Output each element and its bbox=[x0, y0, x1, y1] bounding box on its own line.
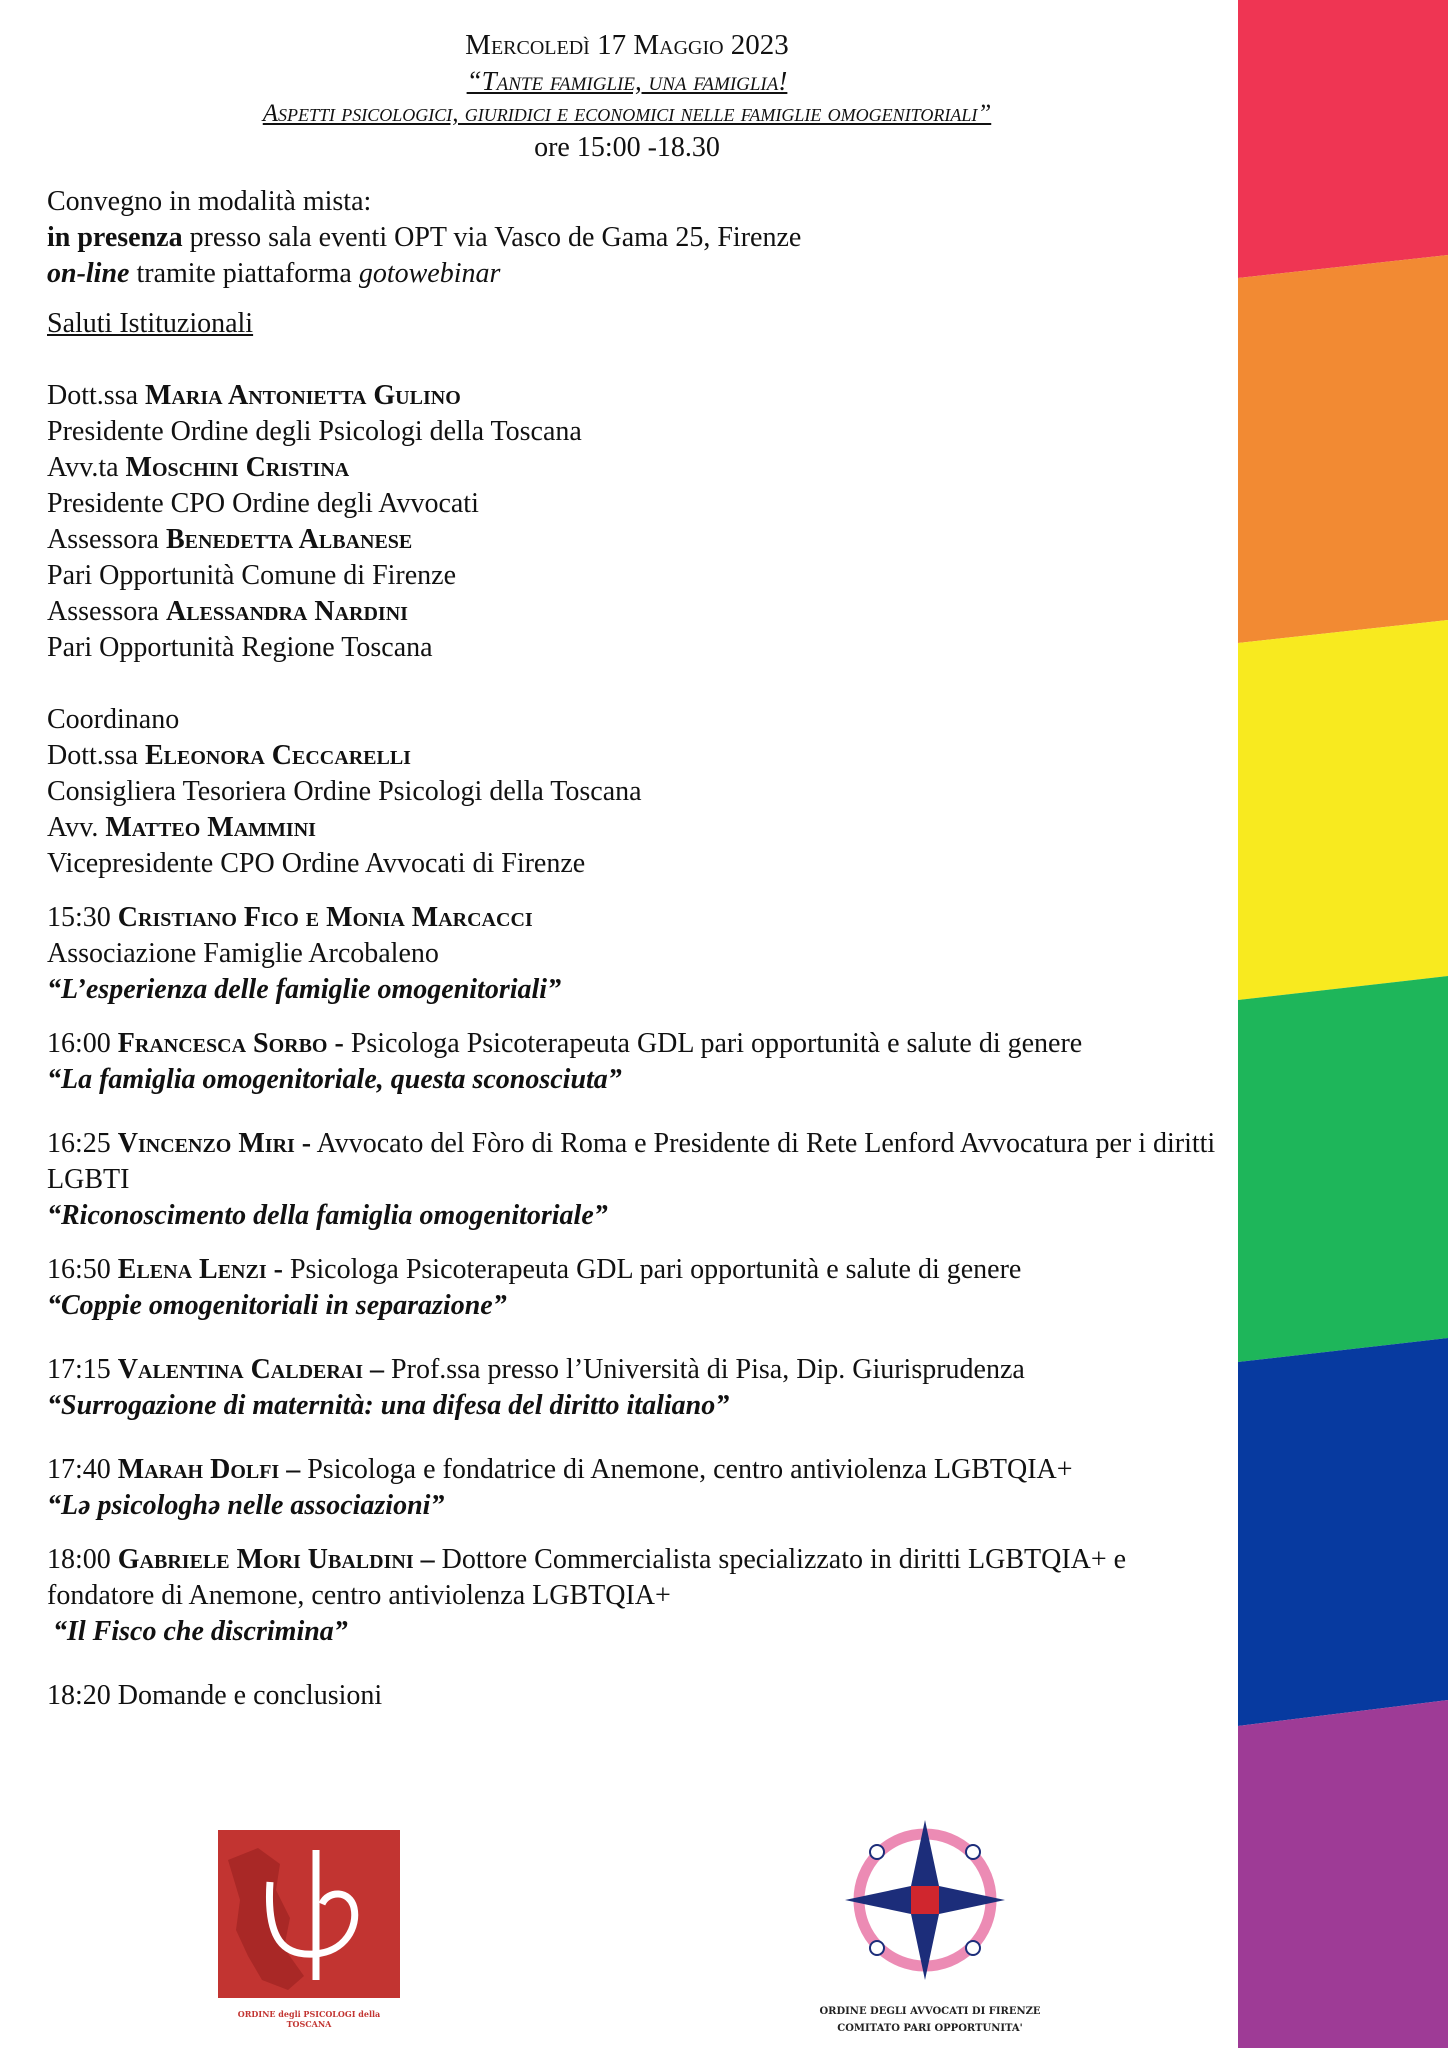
person-role: Presidente Ordine degli Psicologi della Toscana bbox=[47, 416, 582, 447]
person-name: Maria Antonietta Gulino bbox=[145, 380, 461, 411]
speaker-name: Cristiano Fico e Monia Marcacci bbox=[117, 902, 533, 933]
talk-time: 17:15 bbox=[47, 1354, 118, 1385]
program-item bbox=[47, 1352, 1227, 1424]
talk-time: 16:25 bbox=[47, 1128, 118, 1159]
speaker-name: Elena Lenzi - bbox=[117, 1254, 283, 1285]
coordinator-person: Dott.ssa Eleonora Ceccarelli bbox=[47, 740, 411, 771]
program-item bbox=[47, 1026, 1227, 1098]
talk-title: “Riconoscimento della famiglia omogenitoriale” bbox=[47, 1200, 608, 1231]
person-role: Presidente CPO Ordine degli Avvocati bbox=[47, 488, 479, 519]
talk-time: 17:40 bbox=[47, 1454, 118, 1485]
speaker-name: Vincenzo Miri - bbox=[117, 1128, 312, 1159]
rainbow-purple-band bbox=[1238, 1700, 1448, 2048]
speaker-role: Avvocato del Fòro di Roma e Presidente di Rete Lenford Avvocatura per i diritti LGBTI bbox=[47, 1128, 1216, 1195]
coordinators-list bbox=[47, 702, 1227, 882]
speaker-name: Francesca Sorbo - bbox=[117, 1028, 344, 1059]
talk-title: “Surrogazione di maternità: una difesa del diritto italiano” bbox=[47, 1390, 730, 1421]
talk-title: “Lə psicologhə nelle associazioni” bbox=[47, 1490, 445, 1521]
format-presence bbox=[47, 220, 1227, 256]
program-item bbox=[47, 1252, 1227, 1324]
person-role: Consigliera Tesoriera Ordine Psicologi della Toscana bbox=[47, 776, 642, 807]
online-platform: gotowebinar bbox=[358, 258, 501, 289]
format-online bbox=[47, 256, 1227, 292]
rainbow-orange-band bbox=[1238, 255, 1448, 643]
rainbow-blue-band bbox=[1238, 1338, 1448, 1726]
talk-title: “L’esperienza delle famiglie omogenitoriali” bbox=[47, 974, 562, 1005]
psi-icon bbox=[218, 1830, 400, 1998]
event-format bbox=[47, 184, 1227, 292]
coordinators-heading: Coordinano bbox=[47, 704, 180, 735]
speaker-role: Psicologa Psicoterapeuta GDL pari opportunità e salute di genere bbox=[282, 1254, 1022, 1285]
cpo-logo bbox=[800, 1815, 1060, 2040]
person-name: Matteo Mammini bbox=[105, 812, 316, 843]
person-role: Vicepresidente CPO Ordine Avvocati di Firenze bbox=[47, 848, 586, 879]
talk-title: “La famiglia omogenitoriale, questa sconosciuta” bbox=[47, 1064, 622, 1095]
event-date: Mercoledì 17 Maggio 2023 bbox=[465, 29, 789, 61]
person-role: Pari Opportunità Comune di Firenze bbox=[47, 560, 457, 591]
event-title: “Tante famiglie, una famiglia! bbox=[466, 66, 788, 96]
compass-star-icon bbox=[800, 1815, 1060, 1985]
talk-time: 16:50 bbox=[47, 1254, 118, 1285]
rainbow-yellow-band bbox=[1238, 620, 1448, 1000]
program-item bbox=[47, 1126, 1227, 1234]
speaker-role: Prof.ssa presso l’Università di Pisa, Dip. Giurisprudenza bbox=[384, 1354, 1025, 1385]
opt-logo bbox=[218, 1830, 400, 2029]
coordinator-person: Avv. Matteo Mammini bbox=[47, 812, 316, 843]
person-role: Pari Opportunità Regione Toscana bbox=[47, 632, 433, 663]
rainbow-stripes bbox=[1238, 0, 1448, 2048]
greeting-person: Assessora Benedetta Albanese bbox=[47, 524, 413, 555]
closing-line: 18:20 Domande e conclusioni bbox=[47, 1680, 383, 1711]
talk-time: 15:30 bbox=[47, 902, 118, 933]
event-header bbox=[47, 26, 1207, 166]
cpo-logo-caption-2: COMITATO PARI OPPORTUNITA' bbox=[837, 2023, 1023, 2034]
speaker-role: Psicologa Psicoterapeuta GDL pari opportunità e salute di genere bbox=[343, 1028, 1083, 1059]
speaker-role: Dottore Commercialista specializzato in diritti LGBTQIA+ e fondatore di Anemone, centro antiviolenza LGBTQIA+ bbox=[47, 1544, 1127, 1611]
person-name: Eleonora Ceccarelli bbox=[145, 740, 411, 771]
talk-title: “Coppie omogenitoriali in separazione” bbox=[47, 1290, 507, 1321]
person-name: Benedetta Albanese bbox=[166, 524, 413, 555]
cpo-logo-caption-1: ORDINE DEGLI AVVOCATI DI FIRENZE bbox=[819, 2006, 1041, 2017]
program-item bbox=[47, 1452, 1227, 1524]
speaker-name: Valentina Calderai – bbox=[117, 1354, 385, 1385]
document-body bbox=[47, 26, 1227, 1714]
greeting-person: Dott.ssa Maria Antonietta Gulino bbox=[47, 380, 461, 411]
program-item bbox=[47, 1542, 1227, 1650]
online-label: on-line bbox=[47, 258, 130, 289]
person-name: Moschini Cristina bbox=[125, 452, 350, 483]
talk-time: 18:00 bbox=[47, 1544, 118, 1575]
rainbow-green-band bbox=[1238, 976, 1448, 1362]
greetings-heading: Saluti Istituzionali bbox=[47, 308, 254, 339]
speaker-name: Gabriele Mori Ubaldini – bbox=[117, 1544, 435, 1575]
presence-label: in presenza bbox=[47, 222, 183, 253]
rainbow-red-band bbox=[1238, 0, 1448, 278]
greeting-person: Avv.ta Moschini Cristina bbox=[47, 452, 350, 483]
event-subtitle: Aspetti psicologici, giuridici e economici nelle famiglie omogenitoriali” bbox=[262, 100, 992, 127]
speaker-name: Marah Dolfi – bbox=[117, 1454, 301, 1485]
talk-title: “Il Fisco che discrimina” bbox=[53, 1616, 348, 1647]
greetings-list bbox=[47, 378, 1227, 666]
talk-time: 16:00 bbox=[47, 1028, 118, 1059]
opt-logo-caption: ORDINE degli PSICOLOGI della TOSCANA bbox=[237, 2009, 381, 2029]
greeting-person: Assessora Alessandra Nardini bbox=[47, 596, 408, 627]
format-intro: Convegno in modalità mista: bbox=[47, 186, 372, 217]
speaker-role: Associazione Famiglie Arcobaleno bbox=[47, 938, 439, 969]
person-name: Alessandra Nardini bbox=[166, 596, 408, 627]
presence-venue: presso sala eventi OPT via Vasco de Gama 25, Firenze bbox=[182, 222, 802, 253]
program-item bbox=[47, 900, 1227, 1008]
speaker-role: Psicologa e fondatrice di Anemone, centro antiviolenza LGBTQIA+ bbox=[300, 1454, 1073, 1485]
online-text: tramite piattaforma bbox=[129, 258, 359, 289]
event-hours: ore 15:00 -18.30 bbox=[534, 132, 720, 163]
